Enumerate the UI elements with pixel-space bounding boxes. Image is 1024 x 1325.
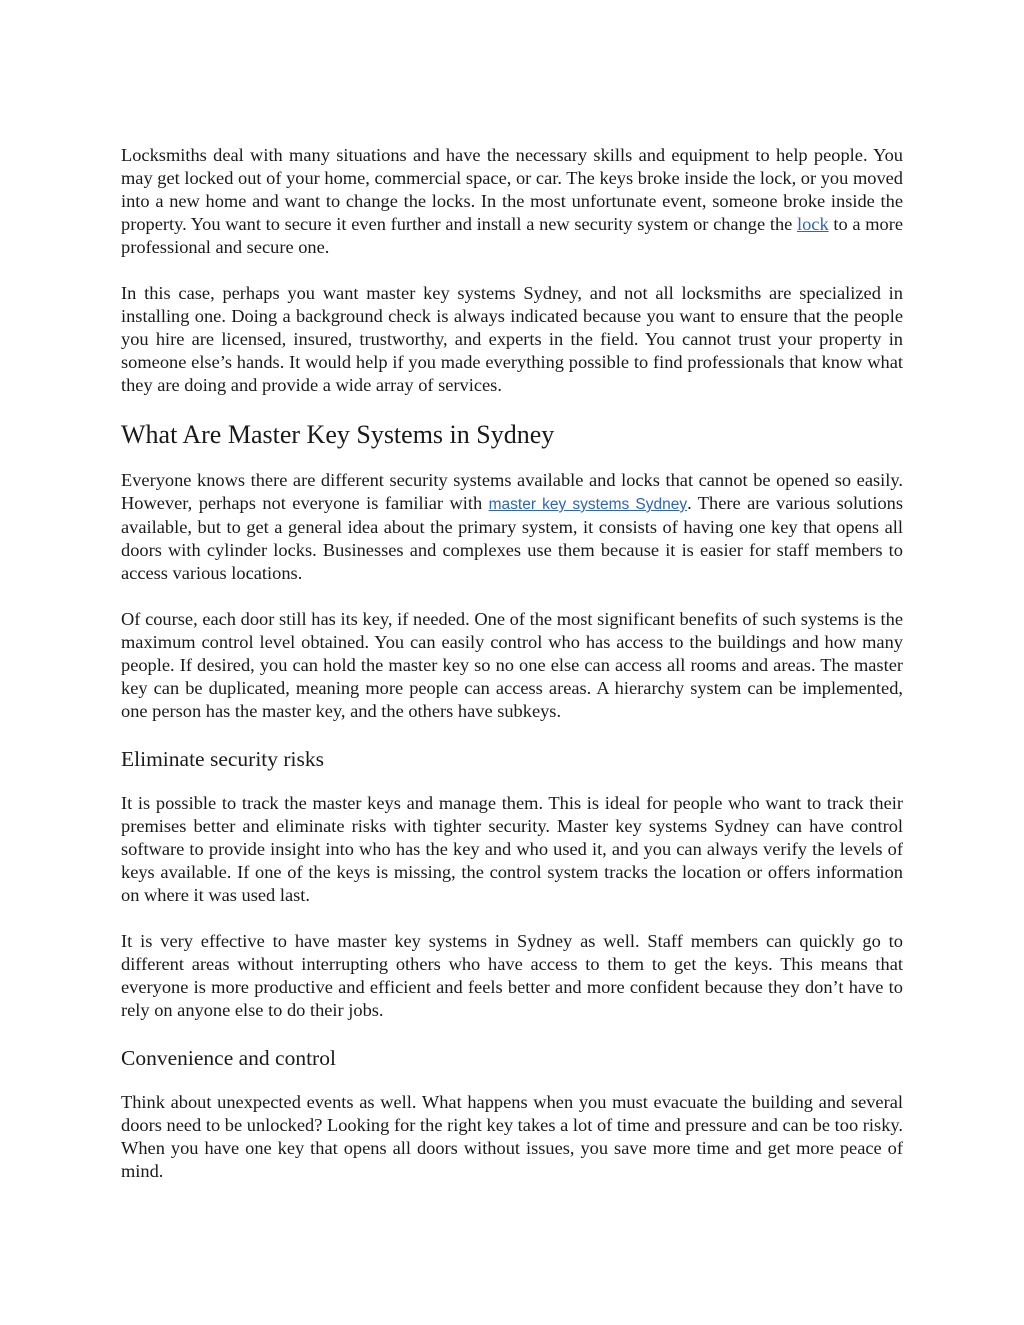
section-heading-security: Eliminate security risks (121, 747, 325, 771)
intro-paragraph (121, 144, 903, 259)
overview-paragraph (121, 469, 903, 585)
overview-text-before: Everyone knows there are different security systems available and locks that cannot be opened so easily. However, perhaps not everyone is familiar with (121, 470, 903, 513)
master-key-systems-link[interactable]: master key systems Sydney (488, 496, 688, 513)
specialist-paragraph: In this case, perhaps you want master key systems Sydney, and not all locksmiths are specialized in installing one. Doing a background check is always indicated because you want to ensure that the people you hire are licensed, insured, trustworthy, and experts in the field. You cannot trust your property in someone else’s hands. It would help if you made everything possible to find professionals that know what they are doing and provide a wide array of services. (121, 283, 903, 395)
lock-link[interactable]: lock (797, 214, 829, 234)
effectiveness-paragraph: It is very effective to have master key systems in Sydney as well. Staff members can quickly go to different areas without interrupting others who have access to them to get the keys. This means that everyone is more productive and efficient and feels better and more confident because they don’t have to rely on anyone else to do their jobs. (121, 931, 903, 1020)
tracking-paragraph: It is possible to track the master keys and manage them. This is ideal for people who want to track their premises better and eliminate risks with tighter security. Master key systems Sydney can have control software to provide insight into who has the key and who used it, and you can always verify the levels of keys available. If one of the keys is missing, the control system tracks the location or offers information on where it was used last. (121, 793, 903, 905)
section-heading-master-key: What Are Master Key Systems in Sydney (121, 420, 555, 449)
document-page (121, 144, 903, 1183)
intro-text-before: Locksmiths deal with many situations and have the necessary skills and equipment to help people. You may get locked out of your home, commercial space, or car. The keys broke inside the lock, or you moved into a new home and want to change the locks. In the most unfortunate event, someone broke inside the property. You want to secure it even further and install a new security system or change the (121, 145, 903, 234)
emergency-paragraph: Think about unexpected events as well. What happens when you must evacuate the building and several doors need to be unlocked? Looking for the right key takes a lot of time and pressure and can be too risky. When you have one key that opens all doors without issues, you save more time and get more peace of mind. (121, 1092, 903, 1181)
intro-text-after: to a more professional and secure one. (121, 214, 903, 257)
benefits-paragraph: Of course, each door still has its key, if needed. One of the most significant benefits of such systems is the maximum control level obtained. You can easily control who has access to the buildings and how many people. If desired, you can hold the master key so no one else can access all rooms and areas. The master key can be duplicated, meaning more people can access areas. A hierarchy system can be implemented, one person has the master key, and the others have subkeys. (121, 609, 903, 721)
overview-text-after: . There are various solutions available, but to get a general idea about the primary system, it consists of having one key that opens all doors with cylinder locks. Businesses and complexes use them because it is easier for staff members to access various locations. (121, 493, 904, 583)
section-heading-convenience: Convenience and control (121, 1046, 336, 1070)
